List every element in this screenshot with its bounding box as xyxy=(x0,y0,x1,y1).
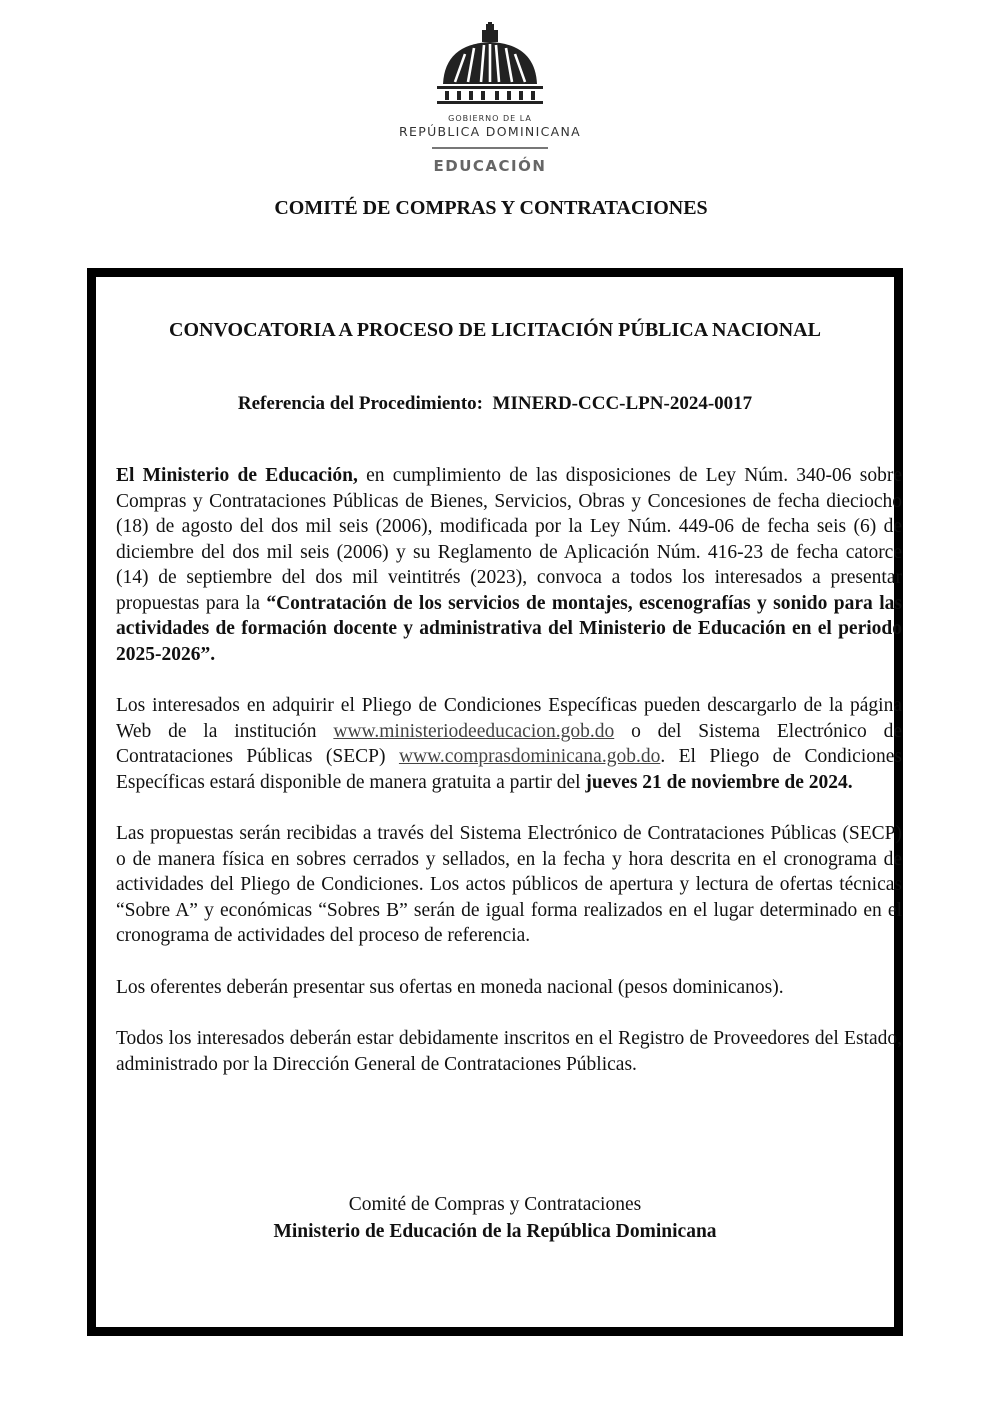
paragraph-reception: Las propuestas serán recibidas a través del Sistema Electrónico de Contrataciones Públicas (SECP) o de manera física en sobres cerrados y sellados, en la fecha y hora descrita en el cronograma de actividades del Pliego de Condiciones. Los actos públicos de apertura y lectura de ofertas técnicas “Sobre A” y económicas “Sobres B” serán de igual forma realizados en el lugar determinado en el cronograma de actividades del proceso de referencia. xyxy=(116,823,902,946)
reference-label: Referencia del Procedimiento: xyxy=(237,393,484,414)
logo-divider xyxy=(432,147,548,149)
paragraph-download xyxy=(116,693,902,795)
contract-object: “Contratación de los servicios de montajes, escenografías y sonido para las actividades de formación docente y administrativa del Ministerio de Educación en el periodo 2025-2026”. xyxy=(116,592,902,665)
paragraph-call xyxy=(116,463,902,667)
ministry-lead: El Ministerio de Educación, xyxy=(116,465,358,486)
download-text-1: Los interesados en adquirir el Pliego de Condiciones Específicas pueden descargarlo de la página Web de la institución xyxy=(116,695,902,742)
paragraph-currency: Los oferentes deberán presentar sus ofertas en moneda nacional (pesos dominicanos). xyxy=(116,976,784,998)
secp-website-link[interactable]: www.comprasdominicana.gob.do xyxy=(398,746,661,767)
ministry-website-link[interactable]: www.ministeriodeeducacion.gob.do xyxy=(333,720,615,742)
procedure-reference xyxy=(96,393,894,415)
signature-committee: Comité de Compras y Contrataciones xyxy=(348,1194,642,1215)
signature-ministry: Ministerio de Educación de la República Dominicana xyxy=(273,1221,717,1242)
reference-code: MINERD-CCC-LPN-2024-0017 xyxy=(492,393,753,414)
download-text-3: . El Pliego de Condiciones Específicas estará disponible de manera gratuita a partir del xyxy=(116,746,902,793)
call-text: en cumplimiento de las disposiciones de Ley Núm. 340-06 sobre Compras y Contrataciones Públicas de Bienes, Servicios, Obras y Concesiones de fecha dieciocho (18) de agosto del dos mil seis (2006), modificada por la Ley Núm. 449-06 de fecha seis (6) de diciembre del dos mil seis (2006) y su Reglamento de Aplicación Núm. 416-23 de fecha catorce (14) de septiembre del dos mil veintitrés (2023), convoca a todos los interesados a presentar propuestas para la xyxy=(116,465,902,614)
notice-body xyxy=(116,463,902,1103)
logo-government-label: GOBIERNO DE LA xyxy=(448,114,532,123)
logo-country-label: REPÚBLICA DOMINICANA xyxy=(399,124,581,139)
capitol-dome-icon xyxy=(435,22,545,112)
logo-ministry-label: EDUCACIÓN xyxy=(433,157,547,175)
committee-heading: COMITÉ DE COMPRAS Y CONTRATACIONES xyxy=(274,197,708,219)
ministry-logo xyxy=(380,22,600,182)
notice-title: CONVOCATORIA A PROCESO DE LICITACIÓN PÚBLICA NACIONAL xyxy=(169,319,821,341)
notice-frame xyxy=(87,268,903,1336)
signature-block xyxy=(96,1191,894,1245)
download-text-2: o del Sistema Electrónico de Contrataciones Públicas (SECP) xyxy=(116,720,902,767)
availability-date: jueves 21 de noviembre de 2024. xyxy=(585,771,853,793)
paragraph-registry: Todos los interesados deberán estar debidamente inscritos en el Registro de Proveedores del Estado, administrado por la Dirección General de Contrataciones Públicas. xyxy=(116,1028,902,1075)
